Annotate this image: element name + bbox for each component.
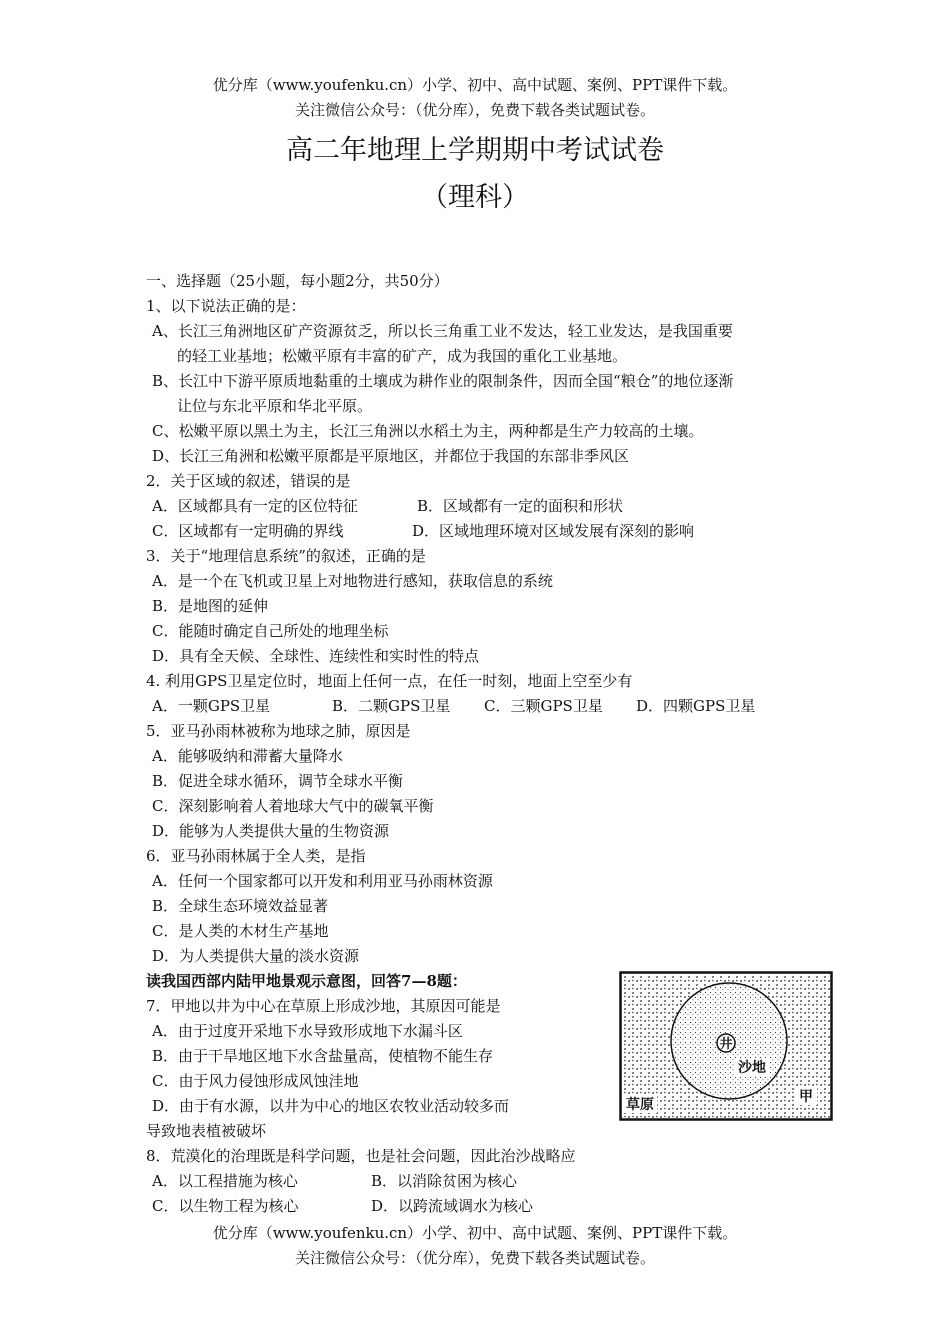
q3-option-a: A．是一个在飞机或卫星上对地物进行感知，获取信息的系统 [152,572,553,590]
q4-option-b: B．二颗GPS卫星 [332,697,451,715]
q4-option-c: C．三颗GPS卫星 [484,697,603,715]
q2-option-d: D．区域地理环境对区域发展有深刻的影响 [412,522,695,540]
q3-stem: 3．关于“地理信息系统”的叙述，正确的是 [146,547,426,565]
landscape-diagram-svg [619,971,833,1121]
grassland-label: 草原 [626,1097,654,1113]
q1-option-b: B、长江中下游平原质地黏重的土壤成为耕作业的限制条件，因而全国“粮仓”的地位逐渐 [152,372,734,390]
landscape-diagram [619,971,833,1121]
section-heading: 一、选择题（25小题，每小题2分，共50分） [146,272,449,290]
q7-option-a: A．由于过度开采地下水导致形成地下水漏斗区 [152,1022,463,1040]
q7-option-b: B．由于干旱地区地下水含盐量高，使植物不能生存 [152,1047,494,1065]
q5-option-b: B．促进全球水循环，调节全球水平衡 [152,772,404,790]
q8-option-a: A．以工程措施为核心 [152,1172,298,1190]
q8-option-d: D．以跨流域调水为核心 [371,1197,534,1215]
q6-option-b: B．全球生态环境效益显著 [152,897,329,915]
q7-option-c: C．由于风力侵蚀形成风蚀洼地 [152,1072,359,1090]
q6-option-d: D．为人类提供大量的淡水资源 [152,947,360,965]
q5-option-a: A．能够吸纳和滞蓄大量降水 [152,747,343,765]
q2-option-a: A．区域都具有一定的区位特征 [152,497,358,515]
q7-stem: 7．甲地以井为中心在草原上形成沙地，其原因可能是 [146,997,501,1015]
q7-8-intro: 读我国西部内陆甲地景观示意图，回答7—8题： [146,972,467,990]
q5-stem: 5．亚马孙雨林被称为地球之肺，原因是 [146,722,411,740]
place-label: 甲 [799,1089,813,1105]
q7-option-d-cont: 导致地表植被破坏 [146,1122,267,1140]
page-subtitle: （理科） [421,182,529,213]
footer-line-2: 关注微信公众号：（优分库），免费下载各类试题试卷。 [294,1249,655,1267]
q8-option-c: C．以生物工程为核心 [152,1197,299,1215]
q6-stem: 6．亚马孙雨林属于全人类，是指 [146,847,366,865]
q1-stem: 1、以下说法正确的是： [146,297,306,315]
q7-option-d: D．由于有水源，以井为中心的地区农牧业活动较多而 [152,1097,510,1115]
q3-option-d: D．具有全天候、全球性、连续性和实时性的特点 [152,647,480,665]
sand-label: 沙地 [738,1060,766,1076]
q1-option-b-cont: 让位与东北平原和华北平原。 [177,397,373,415]
q3-option-b: B．是地图的延伸 [152,597,269,615]
q1-option-d: D、长江三角洲和松嫩平原都是平原地区，并都位于我国的东部非季风区 [152,447,630,465]
q4-option-a: A．一颗GPS卫星 [152,697,271,715]
q6-option-a: A．任何一个国家都可以开发和利用亚马孙雨林资源 [152,872,493,890]
q2-option-b: B．区域都有一定的面积和形状 [417,497,624,515]
q8-option-b: B．以消除贫困为核心 [371,1172,518,1190]
well-label: 井 [719,1037,733,1052]
q6-option-c: C．是人类的木材生产基地 [152,922,329,940]
q4-stem: 4. 利用GPS卫星定位时，地面上任何一点，在任一时刻，地面上空至少有 [146,672,633,690]
header-line-2: 关注微信公众号：（优分库），免费下载各类试题试卷。 [294,101,655,119]
q3-option-c: C．能随时确定自己所处的地理坐标 [152,622,389,640]
q5-option-c: C．深刻影响着人着地球大气中的碳氧平衡 [152,797,434,815]
q1-option-a: A、长江三角洲地区矿产资源贫乏，所以长三角重工业不发达，轻工业发达，是我国重要 [152,322,733,340]
q8-stem: 8．荒漠化的治理既是科学问题，也是社会问题，因此治沙战略应 [146,1147,576,1165]
header-line-1: 优分库（www.youfenku.cn）小学、初中、高中试题、案例、PPT课件下载。 [212,76,738,94]
footer-line-1: 优分库（www.youfenku.cn）小学、初中、高中试题、案例、PPT课件下载。 [212,1224,738,1242]
q2-option-c: C．区域都有一定明确的界线 [152,522,344,540]
q1-option-a-cont: 的轻工业基地；松嫩平原有丰富的矿产，成为我国的重化工业基地。 [177,347,628,365]
q2-stem: 2．关于区域的叙述，错误的是 [146,472,351,490]
q5-option-d: D．能够为人类提供大量的生物资源 [152,822,390,840]
q4-option-d: D．四颗GPS卫星 [636,697,756,715]
page-title: 高二年地理上学期期中考试试卷 [286,135,664,166]
q1-option-c: C、松嫩平原以黑土为主，长江三角洲以水稻土为主，两种都是生产力较高的土壤。 [152,422,704,440]
